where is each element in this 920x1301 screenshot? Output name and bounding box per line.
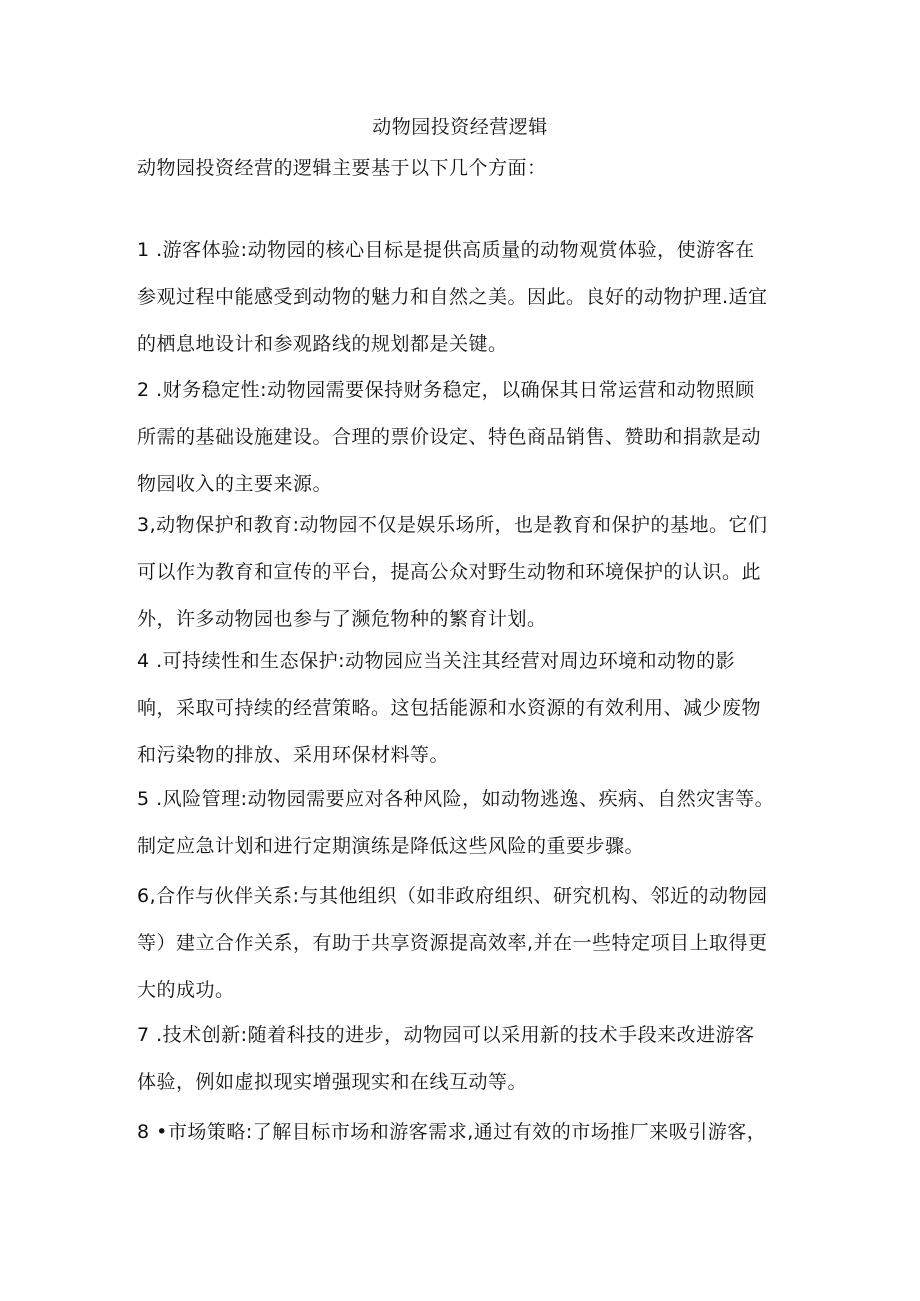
list-item-4 — [137, 638, 787, 779]
paragraph-line: 和污染物的排放、采用环保材料等。 — [137, 744, 450, 766]
paragraph-line: 6,合作与伙伴关系:与其他组织（如非政府组织、研究机构、邻近的动物园 — [137, 885, 768, 907]
paragraph-line: 7 .技术创新:随着科技的进步，动物园可以采用新的技术手段来改进游客 — [137, 1024, 755, 1046]
paragraph-line: 的栖息地设计和参观路线的规划都是关键。 — [137, 333, 508, 355]
paragraph-line: 大的成功。 — [137, 979, 235, 1001]
paragraph-line: 5 .风险管理:动物园需要应对各种风险，如动物逃逸、疾病、自然灾害等。 — [137, 788, 775, 810]
paragraph-line: 响，采取可持续的经营策略。这包括能源和水资源的有效利用、减少废物 — [137, 697, 762, 719]
intro-paragraph: 动物园投资经营的逻辑主要基于以下几个方面： — [137, 157, 547, 179]
list-item-2 — [137, 367, 787, 508]
paragraph-line: 参观过程中能感受到动物的魅力和自然之美。因此。良好的动物护理.适宜 — [137, 286, 768, 308]
paragraph-line: 8 •市场策略:了解目标市场和游客需求,通过有效的市场推厂来吸引游客， — [137, 1121, 767, 1143]
list-item-1 — [137, 227, 787, 368]
paragraph-line: 外，许多动物园也参与了濒危物种的繁育计划。 — [137, 608, 547, 630]
paragraph-line: 1 .游客体验:动物园的核心目标是提供高质量的动物观赏体验，使游客在 — [137, 239, 755, 261]
paragraph-line: 等）建立合作关系，有助于共享资源提高效率,并在一些特定项目上取得更 — [137, 932, 768, 954]
paragraph-line: 3,动物保护和教育:动物园不仅是娱乐场所，也是教育和保护的基地。它们 — [137, 514, 768, 536]
document-title: 动物园投资经营逻辑 — [372, 116, 548, 138]
paragraph-line: 制定应急计划和进行定期演练是降低这些风险的重要步骤。 — [137, 835, 645, 857]
paragraph-line: 所需的基础设施建设。合理的票价设定、特色商品销售、赞助和捐款是动 — [137, 426, 762, 448]
paragraph-line: 2 .财务稳定性:动物园需要保持财务稳定，以确保其日常运营和动物照顾 — [137, 379, 755, 401]
paragraph-line: 4 .可持续性和生态保护:动物园应当关注其经营对周边环境和动物的影 — [137, 650, 736, 672]
list-item-7 — [137, 1012, 787, 1106]
paragraph-line: 体验，例如虚拟现实增强现实和在线互动等。 — [137, 1071, 528, 1093]
list-item-3 — [137, 502, 787, 643]
list-item-5 — [137, 776, 787, 870]
paragraph-line: 可以作为教育和宣传的平台，提高公众对野生动物和环境保护的认识。此 — [137, 561, 762, 583]
list-item-8 — [137, 1109, 787, 1156]
list-item-6 — [137, 873, 787, 1014]
paragraph-line: 物园收入的主要来源。 — [137, 473, 333, 495]
